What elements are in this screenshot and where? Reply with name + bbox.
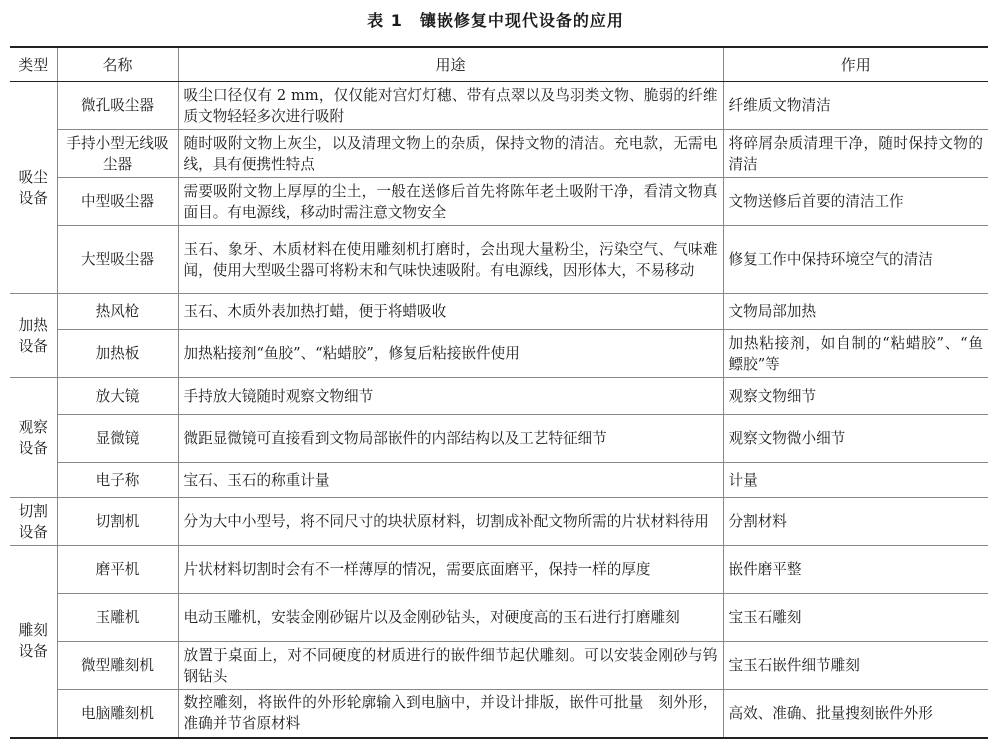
effect-cell: 文物送修后首要的清洁工作 [723,178,988,226]
use-cell: 数控雕刻，将嵌件的外形轮廓输入到电脑中，并设计排版，嵌件可批量 刻外形，准确并节省原材料 [178,690,723,738]
name-cell: 电子称 [57,463,178,498]
header-type: 类型 [10,47,57,82]
type-cell [10,294,57,378]
table-row [10,294,988,330]
name-cell: 显微镜 [57,415,178,463]
use-cell: 电动玉雕机，安装金刚砂锯片以及金刚砂钻头，对硬度高的玉石进行打磨雕刻 [178,594,723,642]
effect-cell: 纤维质文物清洁 [723,82,988,130]
table-title: 表 1 镶嵌修复中现代设备的应用 [367,11,624,30]
table-row [10,546,988,594]
use-cell: 宝石、玉石的称重计量 [178,463,723,498]
type-cell [10,378,57,498]
name-cell: 手持小型无线吸尘器 [57,130,178,178]
type-line: 设备 [18,643,48,661]
table-row [10,330,988,378]
effect-cell: 宝玉石雕刻 [723,594,988,642]
header-name: 名称 [57,47,178,82]
effect-cell: 嵌件磨平整 [723,546,988,594]
type-line: 设备 [18,439,48,457]
table-row [10,690,988,738]
type-line: 切割 [18,502,48,520]
type-line: 设备 [18,337,48,355]
effect-cell: 分割材料 [723,498,988,546]
use-cell: 随时吸附文物上灰尘，以及清理文物上的杂质，保持文物的清洁。充电款，无需电线，具有便携性特点 [178,130,723,178]
table-row [10,226,988,294]
use-cell: 分为大中小型号，将不同尺寸的块状原材料，切割成补配文物所需的片状材料待用 [178,498,723,546]
effect-cell: 观察文物微小细节 [723,415,988,463]
equipment-table [10,46,988,739]
use-cell: 放置于桌面上，对不同硬度的材质进行的嵌件细节起伏雕刻。可以安装金刚砂与钨钢钻头 [178,642,723,690]
header-use: 用途 [178,47,723,82]
effect-cell: 将碎屑杂质清理干净，随时保持文物的清洁 [723,130,988,178]
effect-cell: 修复工作中保持环境空气的清洁 [723,226,988,294]
name-cell: 大型吸尘器 [57,226,178,294]
name-cell: 磨平机 [57,546,178,594]
type-line: 加热 [18,316,48,334]
name-cell: 玉雕机 [57,594,178,642]
name-cell: 加热板 [57,330,178,378]
header-row [10,47,988,82]
type-cell [10,546,57,738]
use-cell: 需要吸附文物上厚厚的尘土，一般在送修后首先将陈年老土吸附干净，看清文物真面目。有电源线，移动时需注意文物安全 [178,178,723,226]
name-cell: 热风枪 [57,294,178,330]
use-cell: 吸尘口径仅有 2 mm，仅仅能对宫灯灯穗、带有点翠以及鸟羽类文物、脆弱的纤维质文物轻轻多次进行吸附 [178,82,723,130]
table-row [10,642,988,690]
type-line: 雕刻 [18,622,48,640]
name-cell: 切割机 [57,498,178,546]
use-cell: 手持放大镜随时观察文物细节 [178,378,723,415]
header-effect: 作用 [723,47,988,82]
table-row [10,82,988,130]
type-cell [10,82,57,294]
name-cell: 中型吸尘器 [57,178,178,226]
effect-cell: 宝玉石嵌件细节雕刻 [723,642,988,690]
type-line: 设备 [18,523,48,541]
name-cell: 电脑雕刻机 [57,690,178,738]
type-line: 吸尘 [18,168,48,186]
effect-cell: 文物局部加热 [723,294,988,330]
name-cell: 放大镜 [57,378,178,415]
table-row [10,378,988,415]
name-cell: 微型雕刻机 [57,642,178,690]
use-cell: 片状材料切割时会有不一样薄厚的情况，需要底面磨平，保持一样的厚度 [178,546,723,594]
use-cell: 玉石、象牙、木质材料在使用雕刻机打磨时，会出现大量粉尘，污染空气、气味难闻，使用大型吸尘器可将粉末和气味快速吸附。有电源线，因形体大，不易移动 [178,226,723,294]
use-cell: 加热粘接剂“鱼胶”、“粘蜡胶”，修复后粘接嵌件使用 [178,330,723,378]
type-line: 观察 [18,418,48,436]
effect-cell: 高效、准确、批量搜刻嵌件外形 [723,690,988,738]
effect-cell: 计量 [723,463,988,498]
table-row [10,130,988,178]
name-cell: 微孔吸尘器 [57,82,178,130]
use-cell: 微距显微镜可直接看到文物局部嵌件的内部结构以及工艺特征细节 [178,415,723,463]
effect-cell: 加热粘接剂，如自制的“粘蜡胶”、“鱼鳔胶”等 [723,330,988,378]
table-body [10,82,988,738]
use-cell: 玉石、木质外表加热打蜡，便于将蜡吸收 [178,294,723,330]
type-cell [10,498,57,546]
type-line: 设备 [18,189,48,207]
table-row [10,463,988,498]
table-row [10,415,988,463]
effect-cell: 观察文物细节 [723,378,988,415]
table-row [10,178,988,226]
table-row [10,594,988,642]
table-row [10,498,988,546]
